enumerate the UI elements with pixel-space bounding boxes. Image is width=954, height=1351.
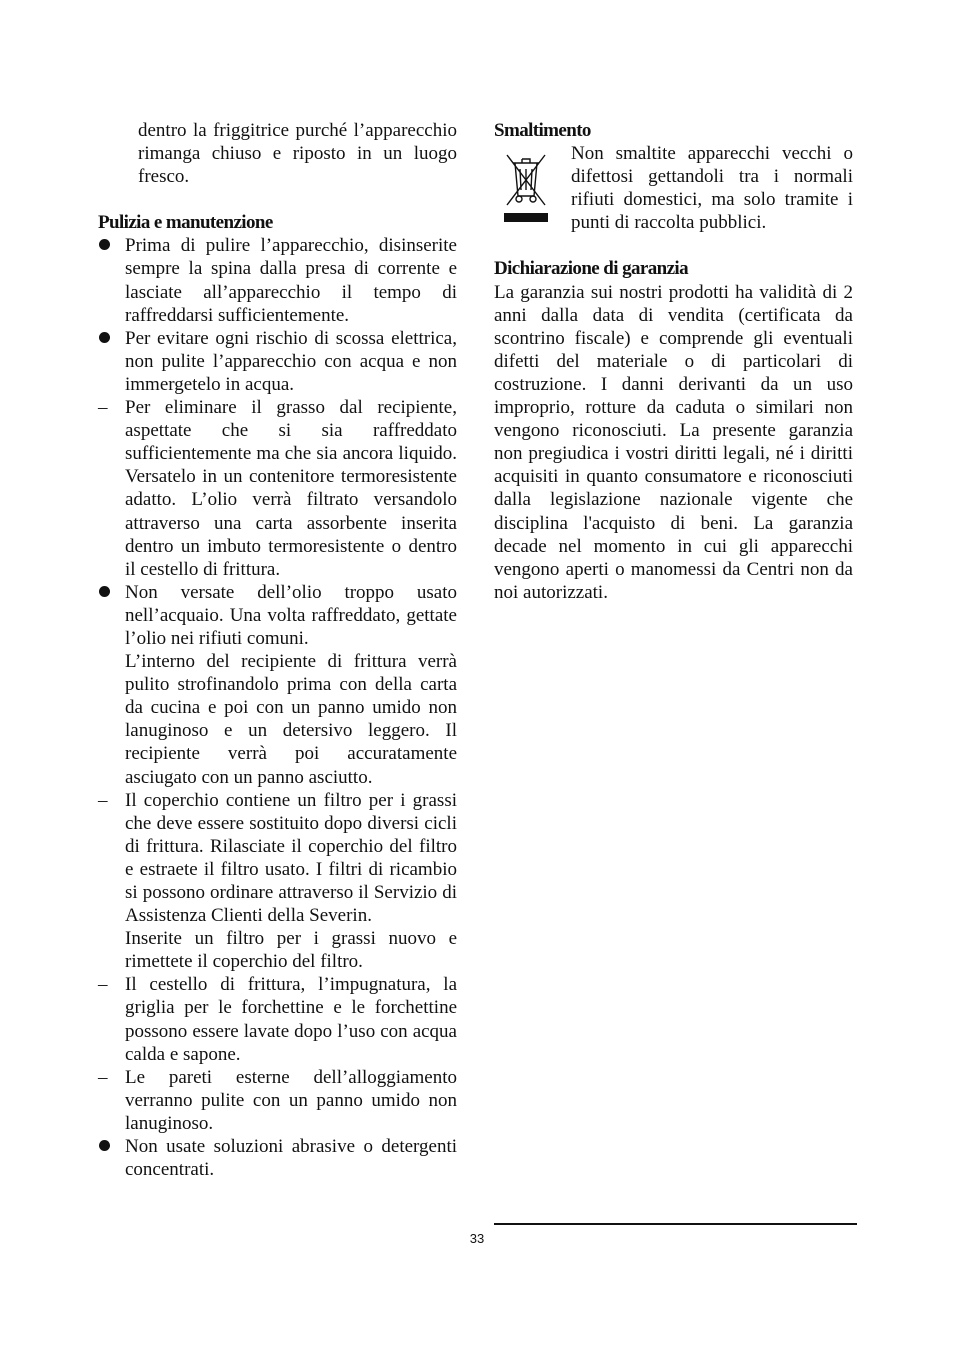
list-item (98, 234, 457, 326)
list-item (98, 789, 457, 928)
list-item-text: Non versate dell’olio troppo usato nell’acquaio. Una volta raffreddato, gettate l’olio nei rifiuti comuni. (125, 581, 457, 649)
list-item (98, 1066, 457, 1135)
dash-marker: – (98, 397, 108, 419)
intro-paragraph: dentro la friggitrice purché l’apparecchio rimanga chiuso e riposto in un luogo fresco. (138, 120, 457, 188)
list-item (98, 327, 457, 396)
list-item-text: Le pareti esterne dell’alloggiamento verranno pulite con un panno umido non lanuginoso. (125, 1066, 457, 1134)
disposal-block (494, 142, 853, 234)
continuation-paragraph: Inserite un filtro per i grassi nuovo e rimettete il coperchio del filtro. (125, 928, 457, 973)
list-item-text: Il cestello di frittura, l’impugnatura, la griglia per le forchettine e le forchettine possono essere lavate dopo l’uso con acqua calda e sapone. (125, 974, 457, 1065)
spacer (494, 234, 853, 257)
bullet-icon (98, 234, 112, 257)
left-column (98, 119, 457, 1181)
section-heading-warranty: Dichiarazione di garanzia (494, 258, 688, 280)
list-item (98, 973, 457, 1065)
bullet-icon (98, 581, 112, 604)
dash-marker: – (98, 974, 108, 996)
list-item (98, 396, 457, 581)
disposal-text: Non smaltite apparecchi vecchi o difettosi gettandoli tra i normali rifiuti domestici, ma solo tramite i punti di raccolta pubblici. (571, 143, 853, 234)
list-item-text: Per eliminare il grasso dal recipiente, aspettate che si sia raffreddato sufficientemente ma che sia ancora liquido. Versatelo in un contenitore termoresistente adatto. L’olio verrà filtrato versandolo attraverso una carta assorbente inserita dentro un imbuto termoresistente o dentro il cestello di frittura. (125, 397, 457, 580)
bullet-icon (98, 1135, 112, 1158)
continuation-paragraph: L’interno del recipiente di frittura verrà pulito strofinandolo prima con della carta da cucina e poi con un panno umido non lanuginoso e un detersivo leggero. Il recipiente verrà poi accuratamente asciugato con un panno asciutto. (125, 651, 457, 788)
list-item-text: Prima di pulire l’apparecchio, disinserite sempre la spina dalla presa di corrente e lasciate all’apparecchio il tempo di raffreddarsi sufficientemente. (125, 235, 457, 326)
bullet-icon (98, 327, 112, 350)
crossed-out-wheelie-bin-icon (502, 150, 550, 224)
footer-rule (494, 1223, 857, 1225)
right-column (494, 119, 853, 604)
section-heading-disposal: Smaltimento (494, 120, 591, 141)
list-item (98, 581, 457, 650)
warranty-text: La garanzia sui nostri prodotti ha validità di 2 anni dalla data di vendita (certificata da scontrino fiscale) e comprende gli eventuali difetti del materiale o di particolari di costruzione. I danni derivanti da un uso improprio, rotture da caduta o similari non vengono riconosciuti. La presente garanzia non pregiudica i vostri diritti legali, né i diritti acquisiti in quanto consumatore e riconosciuti dalla legislazione nazionale vigente che disciplina l'acquisto di beni. La garanzia decade nel momento in cui gli apparecchi vengono aperti o manomessi da Centri non da noi autorizzati. (494, 281, 853, 603)
list-item (98, 1135, 457, 1181)
list-item-text: Per evitare ogni rischio di scossa elettrica, non pulite l’apparecchio con acqua e non immergetelo in acqua. (125, 327, 457, 395)
dash-marker: – (98, 1066, 108, 1088)
list-item-text: Il coperchio contiene un filtro per i grassi che deve essere sostituito dopo diversi cicli di frittura. Rilasciate il coperchio del filtro e estraete il filtro usato. I filtri di ricambio si possono ordinare attraverso il Servizio di Assistenza Clienti della Severin. (125, 789, 457, 927)
section-heading-cleaning: Pulizia e manutenzione (98, 212, 273, 234)
dash-marker: – (98, 789, 108, 811)
spacer (98, 188, 457, 211)
list-item-text: Non usate soluzioni abrasive o detergenti concentrati. (125, 1136, 457, 1181)
page-number: 33 (469, 1231, 485, 1246)
